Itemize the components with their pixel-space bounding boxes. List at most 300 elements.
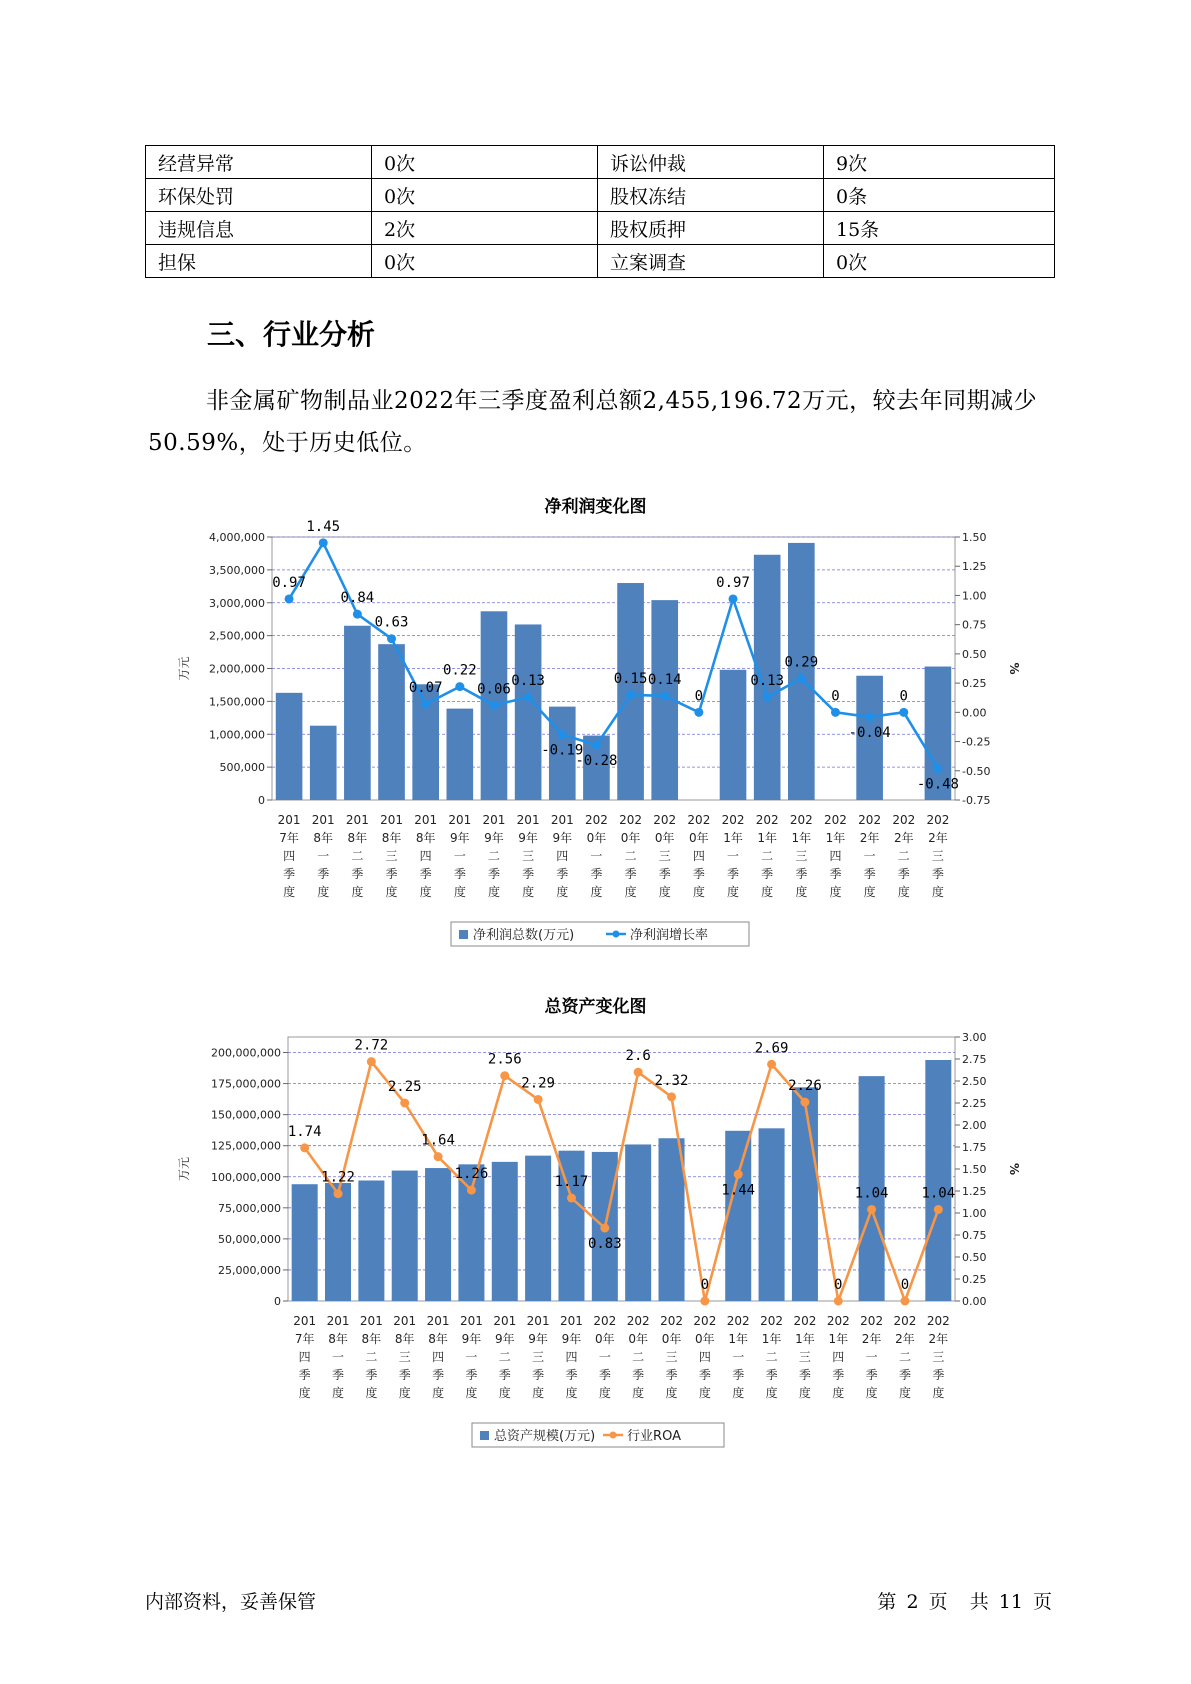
y-tick-label: 100,000,000 — [211, 1170, 281, 1184]
y-tick-label: 3,500,000 — [209, 563, 265, 577]
data-label: -0.48 — [916, 776, 960, 793]
svg-text:1年: 1年 — [723, 831, 743, 845]
table-row — [146, 212, 1055, 245]
data-label: 0.29 — [784, 654, 819, 671]
svg-text:0年: 0年 — [586, 831, 607, 845]
svg-text:二: 二 — [897, 849, 910, 863]
svg-text:三: 三 — [398, 1350, 411, 1364]
svg-text:201: 201 — [550, 813, 574, 827]
svg-text:度: 度 — [398, 1386, 411, 1400]
data-label: 2.25 — [387, 1079, 422, 1095]
svg-text:度: 度 — [829, 885, 842, 899]
y-tick-label: 2,500,000 — [209, 629, 265, 643]
svg-text:季: 季 — [865, 1368, 878, 1382]
svg-text:季: 季 — [487, 867, 500, 881]
svg-text:202: 202 — [721, 813, 745, 827]
svg-text:201: 201 — [393, 1314, 417, 1328]
x-tick-label — [727, 1314, 750, 1400]
svg-text:季: 季 — [385, 867, 398, 881]
svg-text:度: 度 — [798, 1386, 811, 1400]
y2-tick-label: 2.25 — [962, 1097, 987, 1110]
bar — [310, 726, 337, 800]
data-label: 0.63 — [374, 614, 409, 631]
x-tick-label — [346, 813, 369, 899]
svg-text:度: 度 — [453, 885, 466, 899]
svg-text:度: 度 — [522, 885, 535, 899]
svg-text:度: 度 — [487, 885, 500, 899]
line-point — [626, 690, 635, 699]
svg-text:201: 201 — [482, 813, 506, 827]
x-tick-label — [660, 1314, 683, 1400]
data-label: 2.69 — [754, 1040, 789, 1057]
svg-text:季: 季 — [798, 1368, 811, 1382]
svg-text:度: 度 — [932, 1386, 945, 1400]
data-label: -0.04 — [848, 725, 891, 742]
data-label: 0 — [834, 1277, 843, 1293]
x-tick-label — [722, 813, 745, 899]
bar — [276, 693, 303, 800]
svg-text:2年: 2年 — [859, 831, 880, 845]
bar — [458, 1164, 484, 1301]
svg-text:9年: 9年 — [552, 831, 573, 845]
line-point — [319, 538, 328, 547]
svg-text:202: 202 — [693, 1314, 717, 1328]
y2-tick-label: 0.50 — [962, 647, 987, 661]
svg-text:0年: 0年 — [620, 831, 641, 845]
svg-text:度: 度 — [632, 1386, 645, 1400]
line-point — [500, 1071, 509, 1080]
chart-title: 总资产变化图 — [544, 997, 647, 1017]
svg-text:0年: 0年 — [628, 1332, 648, 1346]
svg-text:201: 201 — [414, 813, 438, 827]
svg-text:0年: 0年 — [695, 1332, 715, 1346]
svg-text:2年: 2年 — [893, 831, 914, 845]
x-tick-label — [278, 813, 301, 899]
svg-text:2年: 2年 — [928, 1332, 949, 1346]
data-label: 2.72 — [354, 1037, 389, 1054]
risk-label: 股权冻结 — [598, 179, 824, 212]
svg-text:一: 一 — [332, 1350, 345, 1364]
x-tick-label — [756, 813, 779, 899]
svg-text:季: 季 — [398, 1368, 411, 1382]
data-label: 1.22 — [321, 1169, 355, 1186]
legend-line-marker — [612, 931, 619, 938]
y-tick-label: 75,000,000 — [218, 1201, 281, 1215]
line-point — [899, 708, 908, 717]
y2-tick-label: 0.75 — [962, 1229, 987, 1242]
x-tick-label — [790, 813, 813, 899]
svg-text:201: 201 — [526, 1314, 550, 1328]
chart-legend — [472, 1423, 724, 1447]
svg-text:三: 三 — [798, 1350, 811, 1364]
y2-tick-label: 1.75 — [962, 1141, 987, 1154]
x-tick-label — [858, 813, 881, 899]
section-title: 三、行业分析 — [207, 318, 376, 351]
line-point — [933, 764, 942, 773]
x-tick-label — [517, 813, 540, 899]
table-row — [146, 179, 1055, 212]
data-label: 1.74 — [287, 1123, 322, 1140]
svg-text:度: 度 — [432, 1386, 445, 1400]
line-point — [524, 693, 533, 702]
svg-text:季: 季 — [465, 1368, 478, 1382]
svg-text:一: 一 — [453, 849, 466, 863]
x-tick-label — [360, 1314, 383, 1400]
legend-line-label: 行业ROA — [627, 1429, 681, 1444]
x-tick-label — [760, 1314, 783, 1400]
bar — [788, 543, 815, 800]
line-point — [934, 1205, 943, 1214]
x-tick-label — [693, 1314, 716, 1400]
page-num: 2 — [906, 1591, 919, 1613]
svg-text:度: 度 — [865, 1386, 878, 1400]
page-mid: 页 — [928, 1591, 948, 1613]
svg-text:202: 202 — [584, 813, 608, 827]
data-label: 1.45 — [306, 518, 341, 535]
risk-label: 诉讼仲裁 — [598, 146, 824, 179]
x-tick-label — [460, 1314, 483, 1400]
svg-text:季: 季 — [590, 867, 603, 881]
svg-text:季: 季 — [829, 867, 842, 881]
x-tick-label — [927, 1314, 950, 1400]
svg-text:202: 202 — [626, 1314, 650, 1328]
risk-label: 经营异常 — [146, 146, 372, 179]
svg-text:202: 202 — [893, 1314, 917, 1328]
x-tick-label — [860, 1314, 883, 1400]
y-axis-label: 万元 — [177, 1156, 191, 1182]
x-tick-label — [293, 1314, 316, 1400]
svg-text:二: 二 — [487, 849, 500, 863]
svg-text:0年: 0年 — [661, 1332, 682, 1346]
svg-text:度: 度 — [624, 885, 637, 899]
line-point — [387, 634, 396, 643]
svg-text:201: 201 — [326, 1314, 350, 1328]
svg-text:度: 度 — [598, 1386, 611, 1400]
svg-text:四: 四 — [556, 849, 569, 863]
svg-text:202: 202 — [760, 1314, 784, 1328]
bar — [625, 1144, 651, 1301]
y2-tick-label: 1.00 — [962, 1207, 987, 1220]
svg-text:9年: 9年 — [561, 1332, 582, 1346]
svg-text:季: 季 — [765, 1368, 778, 1382]
bar — [425, 1168, 451, 1301]
svg-text:度: 度 — [465, 1386, 478, 1400]
line-point — [489, 701, 498, 710]
data-label: 1.64 — [421, 1132, 455, 1149]
svg-text:201: 201 — [311, 813, 335, 827]
svg-text:四: 四 — [698, 1350, 711, 1364]
y2-tick-label: 2.75 — [962, 1053, 987, 1066]
svg-text:四: 四 — [283, 849, 296, 863]
x-tick-label — [483, 813, 506, 899]
svg-text:0年: 0年 — [595, 1332, 615, 1346]
legend-bar-label: 总资产规模(万元) — [494, 1429, 596, 1444]
svg-text:9年: 9年 — [494, 1332, 515, 1346]
svg-text:202: 202 — [926, 1314, 950, 1328]
risk-value: 2次 — [372, 212, 598, 245]
svg-text:季: 季 — [932, 1368, 945, 1382]
line-point — [334, 1189, 343, 1198]
line-point — [831, 708, 840, 717]
x-tick-label — [627, 1314, 650, 1400]
y2-axis-label: % — [1007, 1162, 1021, 1176]
x-tick-label — [327, 1314, 350, 1400]
bar — [515, 624, 542, 800]
x-tick-label — [687, 813, 710, 899]
legend-bar-label: 净利润总数(万元) — [473, 928, 575, 943]
svg-text:度: 度 — [732, 1386, 745, 1400]
svg-text:度: 度 — [863, 885, 876, 899]
data-label: 2.6 — [625, 1048, 651, 1065]
legend-bar-swatch — [459, 930, 468, 939]
svg-text:季: 季 — [419, 867, 432, 881]
y2-axis-label: % — [1007, 662, 1021, 675]
line-point — [660, 691, 669, 700]
svg-text:9年: 9年 — [528, 1332, 548, 1346]
svg-text:季: 季 — [565, 1368, 578, 1382]
data-label: 0.07 — [408, 680, 443, 697]
svg-text:201: 201 — [293, 1314, 317, 1328]
svg-text:一: 一 — [732, 1350, 745, 1364]
line-point — [767, 1060, 776, 1069]
data-label: 0.06 — [477, 681, 511, 698]
svg-text:8年: 8年 — [361, 1332, 382, 1346]
svg-text:9年: 9年 — [450, 831, 470, 845]
svg-text:度: 度 — [332, 1386, 345, 1400]
svg-text:201: 201 — [345, 813, 369, 827]
table-row — [146, 245, 1055, 278]
svg-text:四: 四 — [298, 1350, 311, 1364]
bar — [358, 1180, 384, 1301]
bar — [925, 1060, 951, 1301]
line-point — [600, 1223, 609, 1232]
svg-text:度: 度 — [556, 885, 569, 899]
bar — [492, 1162, 518, 1301]
svg-text:二: 二 — [498, 1350, 511, 1364]
y2-tick-label: 1.50 — [962, 531, 987, 544]
y-tick-label: 1,000,000 — [209, 728, 265, 742]
svg-text:度: 度 — [317, 885, 330, 899]
svg-text:季: 季 — [532, 1368, 545, 1382]
svg-text:季: 季 — [931, 867, 944, 881]
risk-value: 0次 — [372, 179, 598, 212]
svg-text:201: 201 — [459, 1314, 483, 1328]
y2-tick-label: 1.50 — [962, 1163, 987, 1176]
svg-text:三: 三 — [665, 1350, 678, 1364]
x-tick-label — [312, 813, 335, 899]
line-point — [353, 610, 362, 619]
legend-bar-swatch — [480, 1431, 489, 1440]
line-point — [700, 1297, 709, 1306]
svg-text:季: 季 — [832, 1368, 845, 1382]
y-tick-label: 500,000 — [219, 761, 265, 775]
bar — [720, 670, 747, 800]
svg-text:202: 202 — [687, 813, 711, 827]
svg-text:9年: 9年 — [484, 831, 504, 845]
line-point — [694, 708, 703, 717]
data-label: 0.97 — [272, 574, 306, 591]
svg-text:季: 季 — [522, 867, 535, 881]
svg-text:一: 一 — [590, 849, 603, 863]
svg-text:二: 二 — [761, 849, 774, 863]
line-point — [634, 1068, 643, 1077]
data-label: 0 — [700, 1277, 710, 1293]
svg-text:季: 季 — [898, 1368, 911, 1382]
svg-text:季: 季 — [665, 1368, 678, 1382]
svg-text:1年: 1年 — [761, 1332, 782, 1346]
svg-text:202: 202 — [793, 1314, 817, 1328]
svg-text:202: 202 — [926, 813, 950, 827]
y-tick-label: 125,000,000 — [211, 1139, 281, 1153]
svg-text:201: 201 — [277, 813, 301, 827]
y2-tick-label: 1.25 — [962, 1185, 987, 1198]
svg-text:度: 度 — [565, 1386, 578, 1400]
y-tick-label: 150,000,000 — [211, 1108, 281, 1122]
svg-text:季: 季 — [698, 1368, 711, 1382]
svg-text:201: 201 — [516, 813, 540, 827]
bar — [525, 1156, 551, 1301]
bar — [659, 1138, 685, 1301]
svg-text:季: 季 — [732, 1368, 745, 1382]
svg-text:202: 202 — [858, 813, 882, 827]
line-point — [729, 594, 738, 603]
risk-info-table — [145, 145, 1055, 278]
x-tick-label — [493, 1314, 516, 1400]
svg-text:度: 度 — [385, 885, 398, 899]
y-axis-label: 万元 — [177, 656, 191, 681]
svg-text:201: 201 — [359, 1314, 383, 1328]
y2-tick-label: 1.25 — [962, 560, 987, 574]
line-point — [455, 682, 464, 691]
svg-text:季: 季 — [556, 867, 569, 881]
svg-text:三: 三 — [931, 849, 944, 863]
svg-text:201: 201 — [493, 1314, 517, 1328]
line-point — [421, 700, 430, 709]
line-point — [800, 1098, 809, 1107]
y2-tick-label: -0.75 — [962, 794, 991, 807]
svg-text:7年: 7年 — [279, 831, 299, 845]
x-tick-label — [793, 1314, 816, 1400]
y2-tick-label: 0.50 — [962, 1251, 987, 1264]
svg-text:季: 季 — [692, 867, 705, 881]
data-label: -0.19 — [541, 742, 584, 759]
bar — [378, 644, 405, 800]
x-tick-label — [448, 813, 471, 899]
y-tick-label: 1,500,000 — [209, 695, 265, 709]
line-point — [558, 730, 567, 739]
bar — [447, 709, 474, 800]
svg-text:2年: 2年 — [861, 1332, 882, 1346]
line-point — [400, 1099, 409, 1108]
risk-value: 15条 — [824, 212, 1055, 245]
svg-text:度: 度 — [832, 1386, 845, 1400]
page-number — [873, 1587, 1052, 1614]
svg-text:季: 季 — [332, 1368, 345, 1382]
svg-text:度: 度 — [365, 1386, 378, 1400]
line-point — [467, 1186, 476, 1195]
svg-text:季: 季 — [283, 867, 296, 881]
bar — [792, 1087, 818, 1301]
svg-text:度: 度 — [898, 1386, 911, 1400]
data-label: 1.04 — [921, 1185, 956, 1202]
svg-text:度: 度 — [665, 1386, 678, 1400]
x-tick-label — [427, 1314, 450, 1400]
svg-text:201: 201 — [560, 1314, 583, 1328]
svg-text:9年: 9年 — [518, 831, 538, 845]
svg-text:202: 202 — [789, 813, 813, 827]
data-label: 0.97 — [716, 574, 750, 591]
svg-text:7年: 7年 — [294, 1332, 315, 1346]
chart-title: 净利润变化图 — [544, 497, 647, 517]
bar — [325, 1183, 351, 1301]
svg-text:三: 三 — [932, 1350, 945, 1364]
svg-text:季: 季 — [795, 867, 808, 881]
svg-text:2年: 2年 — [928, 831, 948, 845]
svg-text:202: 202 — [824, 813, 847, 827]
svg-text:202: 202 — [755, 813, 779, 827]
svg-text:二: 二 — [351, 849, 364, 863]
svg-text:季: 季 — [632, 1368, 645, 1382]
plot-area — [288, 1037, 955, 1301]
svg-text:季: 季 — [897, 867, 910, 881]
footer-confidential: 内部资料，妥善保管 — [145, 1591, 317, 1613]
line-point — [797, 674, 806, 683]
svg-text:季: 季 — [598, 1368, 611, 1382]
line-point — [865, 713, 874, 722]
x-tick-label — [585, 813, 608, 899]
data-label: 0.83 — [587, 1235, 622, 1252]
svg-text:一: 一 — [863, 849, 876, 863]
line-point — [367, 1057, 376, 1066]
y-tick-label: 4,000,000 — [209, 531, 265, 544]
x-tick-label — [926, 813, 949, 899]
y-tick-label: 3,000,000 — [209, 596, 265, 610]
svg-text:季: 季 — [658, 867, 671, 881]
data-label: 0 — [900, 1277, 910, 1293]
line-point — [285, 594, 294, 603]
data-label: 1.17 — [554, 1174, 589, 1191]
svg-text:度: 度 — [698, 1386, 711, 1400]
x-tick-label — [827, 1314, 850, 1400]
y2-tick-label: 0.25 — [962, 1273, 987, 1286]
svg-text:8年: 8年 — [381, 831, 402, 845]
svg-text:季: 季 — [317, 867, 330, 881]
svg-text:三: 三 — [658, 849, 671, 863]
risk-label: 环保处罚 — [146, 179, 372, 212]
svg-text:0年: 0年 — [654, 831, 675, 845]
data-label: 1.04 — [854, 1185, 889, 1202]
svg-text:三: 三 — [532, 1350, 545, 1364]
svg-text:度: 度 — [351, 885, 364, 899]
total-assets-chart-svg — [0, 992, 1191, 1452]
svg-text:季: 季 — [365, 1368, 378, 1382]
svg-text:度: 度 — [658, 885, 671, 899]
x-tick-label — [619, 813, 642, 899]
risk-value: 0次 — [372, 146, 598, 179]
svg-text:三: 三 — [385, 849, 398, 863]
y-tick-label: 200,000,000 — [211, 1046, 281, 1060]
data-label: 0.84 — [340, 590, 375, 607]
svg-text:度: 度 — [765, 1386, 778, 1400]
svg-text:8年: 8年 — [394, 1332, 415, 1346]
svg-text:季: 季 — [453, 867, 466, 881]
svg-text:四: 四 — [829, 849, 842, 863]
svg-text:201: 201 — [380, 813, 403, 827]
data-label: 0.15 — [613, 670, 648, 687]
svg-text:1年: 1年 — [795, 1332, 815, 1346]
data-label: 0 — [831, 688, 840, 705]
svg-text:2年: 2年 — [895, 1332, 915, 1346]
